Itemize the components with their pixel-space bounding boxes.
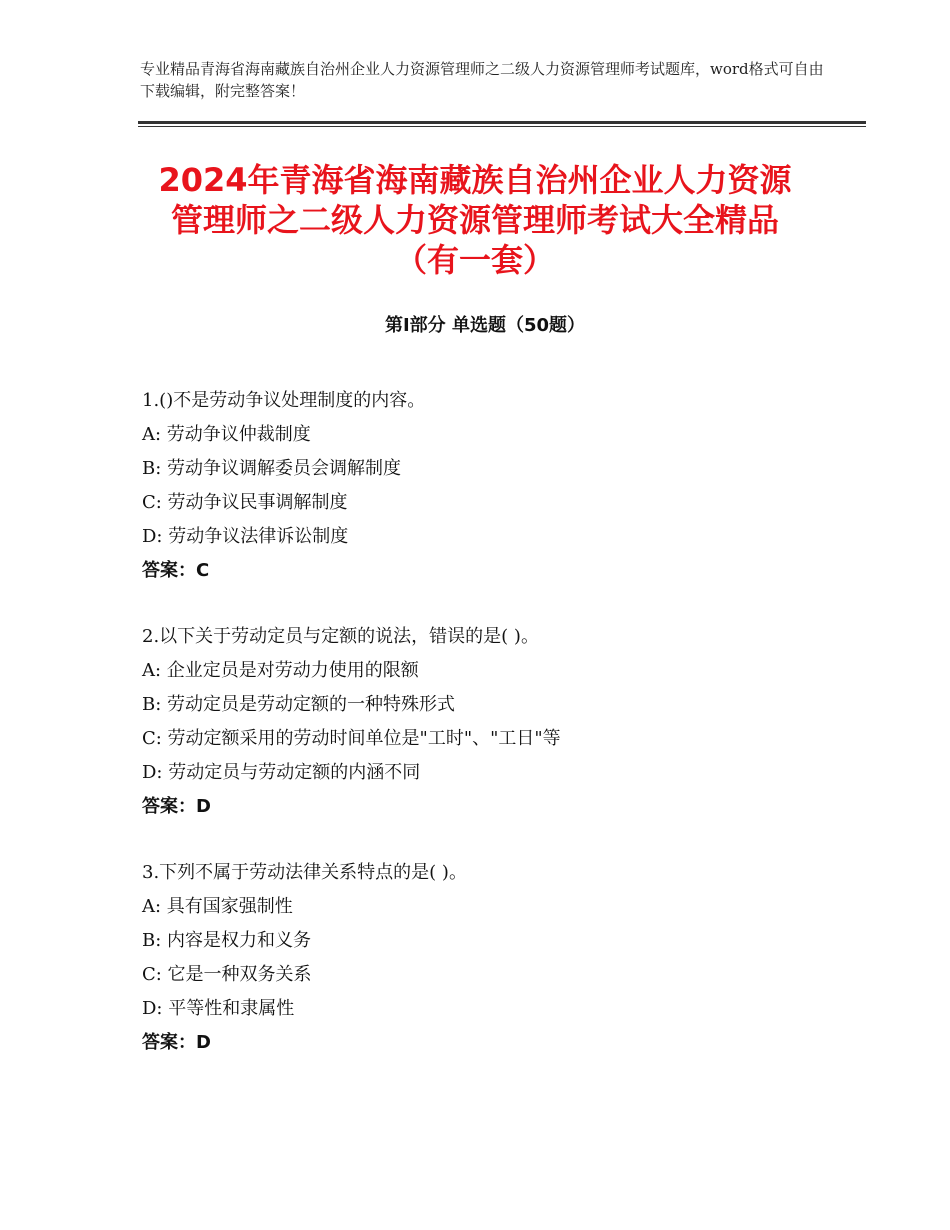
title-line-1: 2024年青海省海南藏族自治州企业人力资源 xyxy=(158,161,792,199)
option-a: A: 具有国家强制性 xyxy=(142,896,293,917)
option-d: D: 劳动定员与劳动定额的内涵不同 xyxy=(142,762,421,783)
question-3 xyxy=(142,856,842,1060)
question-list xyxy=(142,384,842,1092)
option-d: D: 平等性和隶属性 xyxy=(142,998,295,1019)
option-d: D: 劳动争议法律诉讼制度 xyxy=(142,526,349,547)
title-line-2: 管理师之二级人力资源管理师考试大全精品 xyxy=(170,201,779,239)
header-divider-thick xyxy=(138,121,866,124)
option-a: A: 企业定员是对劳动力使用的限额 xyxy=(142,660,419,681)
question-stem: 3.下列不属于劳动法律关系特点的是( )。 xyxy=(142,862,467,883)
document-title xyxy=(120,160,830,280)
header-note: 专业精品青海省海南藏族自治州企业人力资源管理师之二级人力资源管理师考试题库，word格式可自由下载编辑，附完整答案！ xyxy=(140,60,824,100)
option-c: C: 劳动定额采用的劳动时间单位是"工时"、"工日"等 xyxy=(142,728,561,749)
option-b: B: 劳动争议调解委员会调解制度 xyxy=(142,458,402,479)
question-1 xyxy=(142,384,842,588)
option-c: C: 劳动争议民事调解制度 xyxy=(142,492,348,513)
section-title: 第Ⅰ部分 单选题（50题） xyxy=(384,315,585,336)
question-stem: 1.()不是劳动争议处理制度的内容。 xyxy=(142,390,426,411)
answer-key: 答案：D xyxy=(142,796,211,817)
question-2 xyxy=(142,620,842,824)
option-b: B: 劳动定员是劳动定额的一种特殊形式 xyxy=(142,694,456,715)
header-divider-thin xyxy=(138,126,866,127)
title-line-3: （有一套） xyxy=(394,241,555,279)
answer-key: 答案：D xyxy=(142,1032,211,1053)
option-b: B: 内容是权力和义务 xyxy=(142,930,312,951)
question-stem: 2.以下关于劳动定员与定额的说法，错误的是( )。 xyxy=(142,626,539,647)
option-a: A: 劳动争议仲裁制度 xyxy=(142,424,311,445)
answer-key: 答案：C xyxy=(142,560,210,581)
option-c: C: 它是一种双务关系 xyxy=(142,964,312,985)
